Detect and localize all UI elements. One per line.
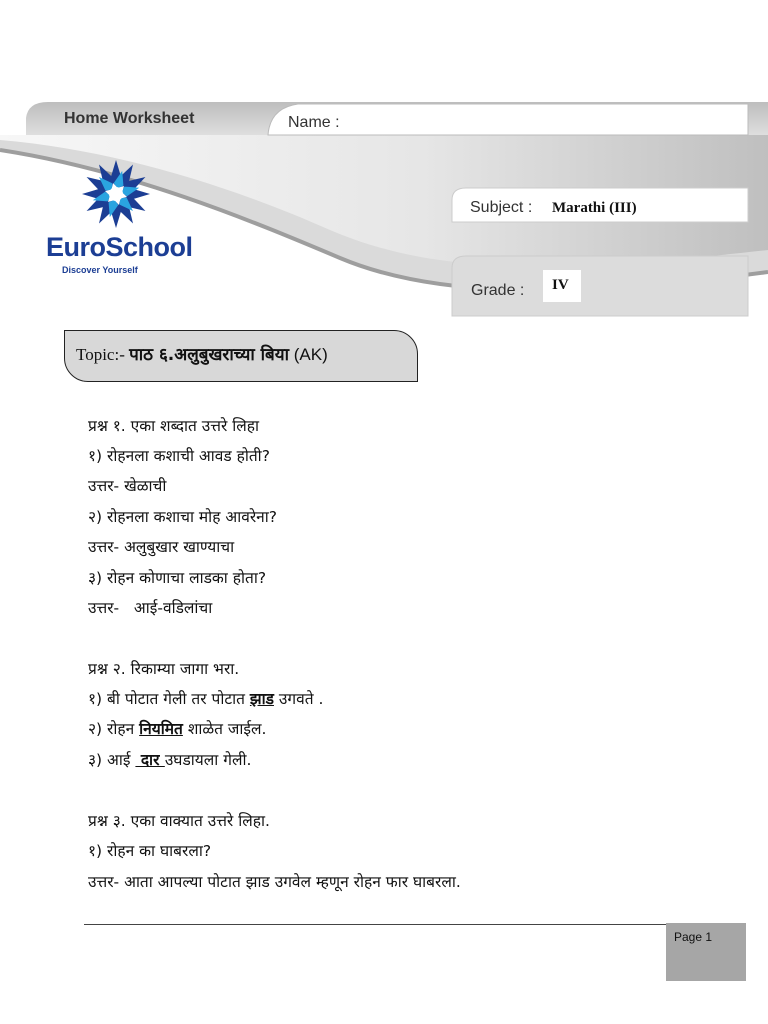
topic-title (76, 342, 328, 365)
topic-prefix: Topic:- (76, 345, 130, 364)
logo-tagline: Discover Yourself (62, 265, 138, 275)
q2-item-2-before: २) रोहन (88, 720, 140, 738)
q2-item-3-after: उघडायला गेली. (164, 751, 252, 769)
q2-item-1 (88, 687, 323, 709)
home-worksheet-label: Home Worksheet (64, 110, 195, 127)
q1-item-3-question: ३) रोहन कोणाचा लाडका होता? (88, 569, 267, 587)
subject-label: Subject : (470, 199, 533, 216)
q2-item-2-blank: नियमित (139, 720, 183, 738)
star-flower-logo-icon (80, 158, 152, 230)
q1-item-2-answer: उत्तर- अलुबुखार खाण्याचा (88, 538, 235, 556)
q1-item-3-answer: उत्तर- आई-वडिलांचा (88, 599, 213, 617)
q2-item-3-before: ३) आई (88, 751, 136, 769)
q1-item-2-question: २) रोहनला कशाचा मोह आवरेना? (88, 508, 277, 526)
q1-heading: प्रश्न १. एका शब्दात उत्तरे लिहा (88, 417, 259, 435)
logo-name: EuroSchool (46, 232, 193, 262)
q2-item-2-after: शाळेत जाईल. (182, 720, 267, 738)
q2-item-1-before: १) बी पोटात गेली तर पोटात (88, 690, 250, 708)
q2-heading: प्रश्न २. रिकाम्या जागा भरा. (88, 660, 240, 678)
q3-heading: प्रश्न ३. एका वाक्यात उत्तरे लिहा. (88, 812, 270, 830)
topic-suffix: (AK) (289, 345, 328, 364)
name-label: Name : (288, 114, 340, 131)
q2-item-3 (88, 748, 251, 770)
q2-item-1-after: उगवते . (273, 690, 324, 708)
q2-item-1-blank: झाड (249, 690, 274, 708)
q1-item-1-question: १) रोहनला कशाची आवड होती? (88, 447, 270, 465)
grade-value: IV (552, 277, 569, 293)
q2-item-3-blank: दार (135, 751, 165, 769)
q3-item-1-answer: उत्तर- आता आपल्या पोटात झाड उगवेल म्हणून रोहन फार घाबरला. (88, 873, 461, 891)
q1-item-1-answer: उत्तर- खेळाची (88, 477, 167, 495)
footer-rule (84, 924, 666, 925)
grade-label: Grade : (471, 282, 525, 299)
q3-item-1-question: १) रोहन का घाबरला? (88, 842, 212, 860)
page-number: Page 1 (674, 930, 713, 944)
q2-item-2 (88, 717, 266, 739)
subject-value: Marathi (III) (552, 200, 637, 216)
topic-main: पाठ ६.अलुबुखराच्या बिया (129, 345, 290, 365)
